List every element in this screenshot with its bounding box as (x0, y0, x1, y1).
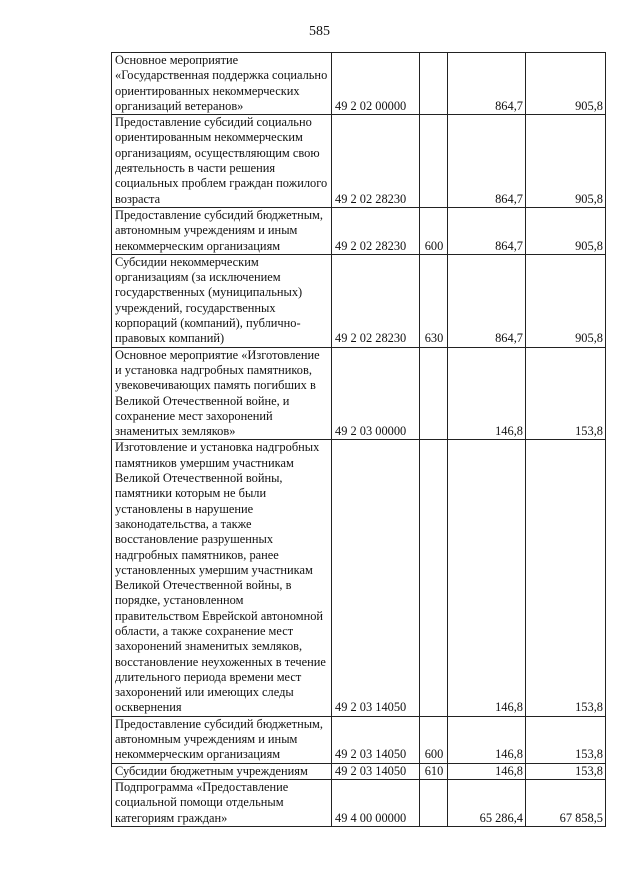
table-row (112, 347, 606, 440)
table-row (112, 207, 606, 254)
row-amount-year1: 65 286,4 (448, 779, 526, 826)
table-row (112, 440, 606, 716)
row-name: Предоставление субсидий социально ориентированным некоммерческим организациям, осуществляющим свою деятельность в части решения социальных проблем граждан пожилого возраста (112, 115, 332, 208)
page-number: 585 (309, 24, 330, 39)
row-expense-type: 610 (420, 763, 448, 779)
row-expense-type (420, 115, 448, 208)
row-name: Основное мероприятие «Государственная поддержка социально ориентированных некоммерческих организаций ветеранов» (112, 53, 332, 115)
row-name: Предоставление субсидий бюджетным, автономным учреждениям и иным некоммерческим организациям (112, 207, 332, 254)
table-row (112, 53, 606, 115)
row-amount-year1: 864,7 (448, 254, 526, 347)
row-amount-year1: 146,8 (448, 440, 526, 716)
row-amount-year1: 864,7 (448, 207, 526, 254)
row-amount-year2: 905,8 (526, 53, 606, 115)
row-expense-type (420, 53, 448, 115)
row-amount-year1: 864,7 (448, 115, 526, 208)
row-name: Субсидии бюджетным учреждениям (112, 763, 332, 779)
row-name: Основное мероприятие «Изготовление и установка надгробных памятников, увековечивающих память погибших в Великой Отечественной войне, и сохранение мест захоронений знаменитых земляков» (112, 347, 332, 440)
table-row (112, 779, 606, 826)
row-amount-year1: 864,7 (448, 53, 526, 115)
row-amount-year2: 153,8 (526, 440, 606, 716)
table-row (112, 763, 606, 779)
row-name: Изготовление и установка надгробных памятников умершим участникам Великой Отечественной войны, памятники которым не были установлены в нарушение законодательства, а также восстановление разрушенных надгробных памятников, ранее установленных умершим участникам Великой Отечественной войны, в порядке, установленном правительством Еврейской автономной области, а также сохранение мест захоронений знаменитых земляков, восстановление неухоженных в течение длительного периода времени мест захоронений или имеющих следы осквернения (112, 440, 332, 716)
row-expense-type: 600 (420, 207, 448, 254)
table-row (112, 716, 606, 763)
row-expense-type (420, 779, 448, 826)
budget-table (111, 52, 606, 827)
row-name: Предоставление субсидий бюджетным, автономным учреждениям и иным некоммерческим организациям (112, 716, 332, 763)
row-amount-year1: 146,8 (448, 347, 526, 440)
row-expense-type (420, 347, 448, 440)
row-code: 49 2 03 14050 (332, 440, 420, 716)
row-amount-year2: 153,8 (526, 763, 606, 779)
row-name: Субсидии некоммерческим организациям (за исключением государственных (муниципальных) учреждений, государственных корпораций (компаний), публично-правовых компаний) (112, 254, 332, 347)
row-code: 49 2 02 28230 (332, 207, 420, 254)
row-code: 49 2 03 14050 (332, 716, 420, 763)
row-name: Подпрограмма «Предоставление социальной помощи отдельным категориям граждан» (112, 779, 332, 826)
row-expense-type: 630 (420, 254, 448, 347)
row-code: 49 4 00 00000 (332, 779, 420, 826)
table-row (112, 254, 606, 347)
row-code: 49 2 02 28230 (332, 254, 420, 347)
table-row (112, 115, 606, 208)
row-amount-year2: 67 858,5 (526, 779, 606, 826)
row-expense-type: 600 (420, 716, 448, 763)
row-code: 49 2 03 00000 (332, 347, 420, 440)
row-code: 49 2 02 28230 (332, 115, 420, 208)
row-amount-year2: 905,8 (526, 254, 606, 347)
row-code: 49 2 03 14050 (332, 763, 420, 779)
row-amount-year2: 153,8 (526, 716, 606, 763)
row-amount-year2: 905,8 (526, 115, 606, 208)
row-amount-year2: 153,8 (526, 347, 606, 440)
row-expense-type (420, 440, 448, 716)
row-amount-year1: 146,8 (448, 716, 526, 763)
row-amount-year1: 146,8 (448, 763, 526, 779)
row-amount-year2: 905,8 (526, 207, 606, 254)
row-code: 49 2 02 00000 (332, 53, 420, 115)
